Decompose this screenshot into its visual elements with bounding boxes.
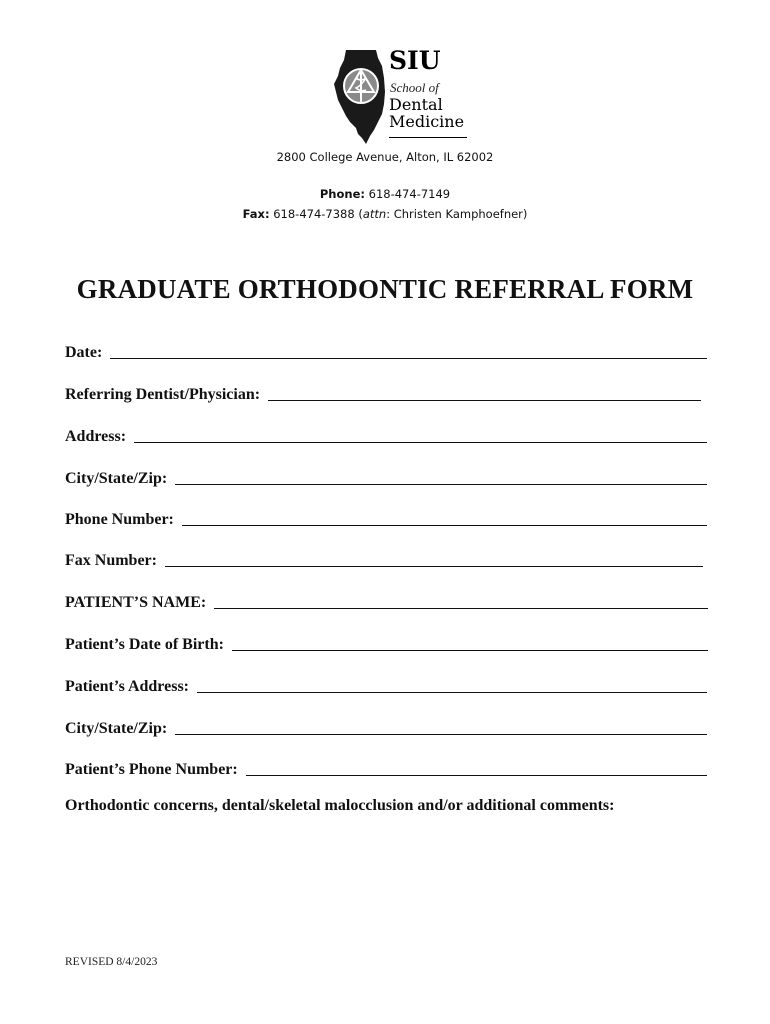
clinic-phone [0, 187, 770, 201]
patient-name-input-line[interactable] [214, 608, 708, 609]
date-input-line[interactable] [110, 358, 707, 359]
date-label: Date: [65, 344, 103, 361]
logo-dental-text: Dental [389, 95, 443, 114]
referring-dentist-input-line[interactable] [268, 400, 701, 401]
city-state-zip-field[interactable] [65, 466, 707, 488]
fax-number-field[interactable] [65, 548, 703, 570]
city-state-zip-label: City/State/Zip: [65, 470, 168, 487]
fax-value: 618-474-7388 ( [273, 207, 363, 221]
fax-number-input-line[interactable] [165, 566, 703, 567]
phone-number-input-line[interactable] [182, 525, 707, 526]
phone-label: Phone: [319, 187, 365, 201]
patient-name-field[interactable] [65, 590, 708, 612]
fax-label: Fax: [242, 207, 270, 221]
revised-date: REVISED 8/4/2023 [65, 956, 158, 968]
comments-label: Orthodontic concerns, dental/skeletal malocclusion and/or additional comments: [65, 797, 615, 814]
form-title: GRADUATE ORTHODONTIC REFERRAL FORM [76, 274, 694, 304]
referring-dentist-label: Referring Dentist/Physician: [65, 386, 261, 403]
date-field[interactable] [65, 340, 707, 362]
patient-dob-field[interactable] [65, 632, 708, 654]
address-input-line[interactable] [134, 442, 707, 443]
patient-phone-label: Patient’s Phone Number: [65, 761, 238, 778]
fax-attn-name: : Christen Kamphoefner) [386, 207, 528, 221]
phone-value: 618-474-7149 [368, 187, 451, 201]
patient-city-state-zip-field[interactable] [65, 716, 707, 738]
clinic-address: 2800 College Avenue, Alton, IL 62002 [276, 150, 494, 164]
clinic-fax [0, 207, 770, 221]
logo-medicine-text: Medicine [389, 112, 465, 131]
patient-dob-label: Patient’s Date of Birth: [65, 636, 224, 653]
city-state-zip-input-line[interactable] [175, 484, 707, 485]
logo-divider [389, 137, 467, 138]
logo-siu-text: SIU [389, 46, 441, 75]
logo-school-of-text: School of [390, 80, 439, 95]
fax-attn: attn [362, 207, 387, 221]
address-label: Address: [65, 428, 127, 445]
patient-address-label: Patient’s Address: [65, 678, 189, 695]
patient-address-field[interactable] [65, 674, 707, 696]
patient-name-label: PATIENT’S NAME: [65, 594, 207, 611]
fax-number-label: Fax Number: [65, 552, 157, 569]
patient-phone-input-line[interactable] [246, 775, 707, 776]
phone-number-label: Phone Number: [65, 511, 174, 528]
siu-logo [332, 48, 472, 146]
patient-dob-input-line[interactable] [232, 650, 708, 651]
address-field[interactable] [65, 424, 707, 446]
patient-phone-field[interactable] [65, 757, 707, 779]
patient-city-state-zip-input-line[interactable] [175, 734, 707, 735]
illinois-map-icon [332, 48, 390, 146]
referring-dentist-field[interactable] [65, 382, 701, 404]
phone-number-field[interactable] [65, 507, 707, 529]
patient-address-input-line[interactable] [197, 692, 707, 693]
patient-city-state-zip-label: City/State/Zip: [65, 720, 168, 737]
